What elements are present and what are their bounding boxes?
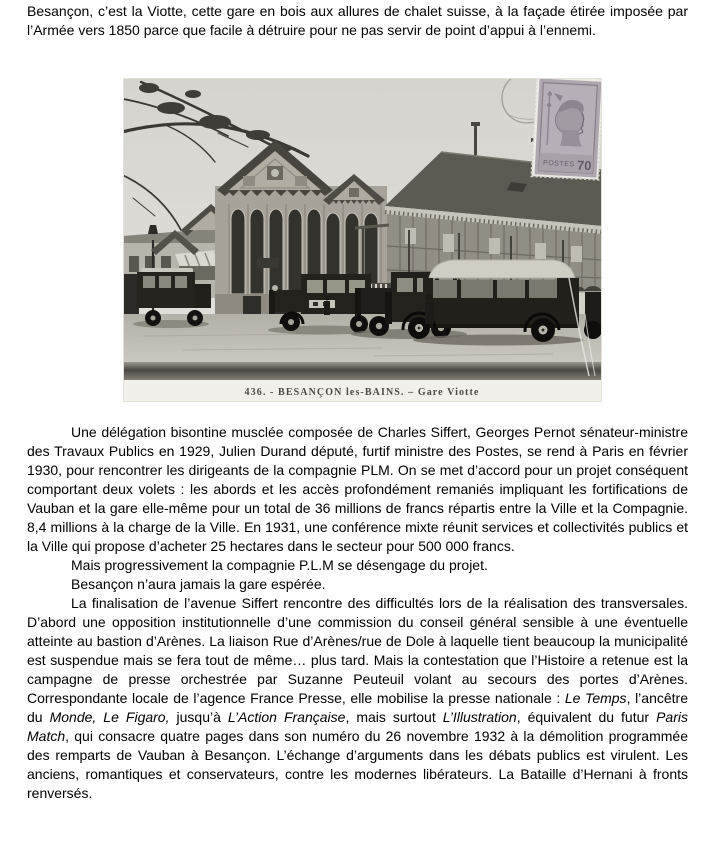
paragraph-finalisation: La finalisation de l’avenue Siffert rencontre des difficultés lors de la réalisation des transversales. D’abord une opposition institutionnelle d’une commission du conseil général sensible à une éventuelle atteinte au bastion d’Arènes. La liaison Rue d’Arènes/rue de Dole à laquelle tient beaucoup la municipalité est suspendue mais se fera tout de même… plus tard. Mais la contestation que l’Histoire a retenue est la campagne de presse orchestrée par Suzanne Peuteuil volant au secours des portes d’Arènes. Correspondante locale de l’agence France Presse, elle mobilise la presse nationale : Le Temps, l’ancêtre du Monde, Le Figaro, jusqu’à L’Action Française, mais surtout L’Illustration, équivalent du futur Paris Match, qui consacre quatre pages dans son numéro du 26 novembre 1932 à la démolition programmée des remparts de Vauban à Besançon. L’échange d’arguments dans les débats publics est virulent. Les anciens, romantiques et conservateurs, contre les modernes libérateurs. La Bataille d’Hernani à fronts renversés. bbox=[27, 595, 688, 801]
paragraph-plm: Mais progressivement la compagnie P.L.M se désengage du projet. bbox=[71, 557, 488, 573]
postcard-illustration bbox=[123, 78, 602, 402]
stamp-inscription: POSTES bbox=[542, 159, 575, 169]
postcard-photo bbox=[123, 78, 602, 402]
article-body bbox=[27, 423, 688, 803]
vintage-car-edge bbox=[584, 292, 602, 339]
pedestrian bbox=[324, 296, 330, 316]
postage-stamp bbox=[531, 78, 602, 180]
paragraph-delegation: Une délégation bisontine musclée composée de Charles Siffert, Georges Pernot sénateur-ministre des Travaux Publics en 1929, Julien Durand député, furtif ministre des Postes, se rend à Paris en février 1930, pour rencontrer les dirigeants de la compagnie PLM. On se met d’accord pour un projet conséquent comportant deux volets : les abords et les accès profondément remaniés impliquant les fortifications de Vauban et la gare elle-même pour un total de 36 millions de francs répartis entre la Ville et la Compagnie. 8,4 millions à la charge de la Ville. En 1931, une conférence mixte réunit services et collectivités publics et la Ville qui propose d’acheter 25 hectares dans le secteur pour 500 000 francs. bbox=[27, 424, 688, 554]
foreground-shadow bbox=[123, 362, 602, 380]
postcard-caption: 436. - BESANÇON les-BAINS. – Gare Viotte bbox=[244, 387, 480, 398]
stamp-denomination: 70 bbox=[576, 157, 592, 174]
paragraph-intro: Besançon, c’est la Viotte, cette gare en bois aux allures de chalet suisse, à la façade étirée imposée par l’Armée vers 1850 parce que facile à détruire pour ne pas servir de point d’appui à l’ennemi. bbox=[27, 3, 688, 38]
paragraph-gare-esperee: Besançon n’aura jamais la gare espérée. bbox=[71, 576, 326, 592]
